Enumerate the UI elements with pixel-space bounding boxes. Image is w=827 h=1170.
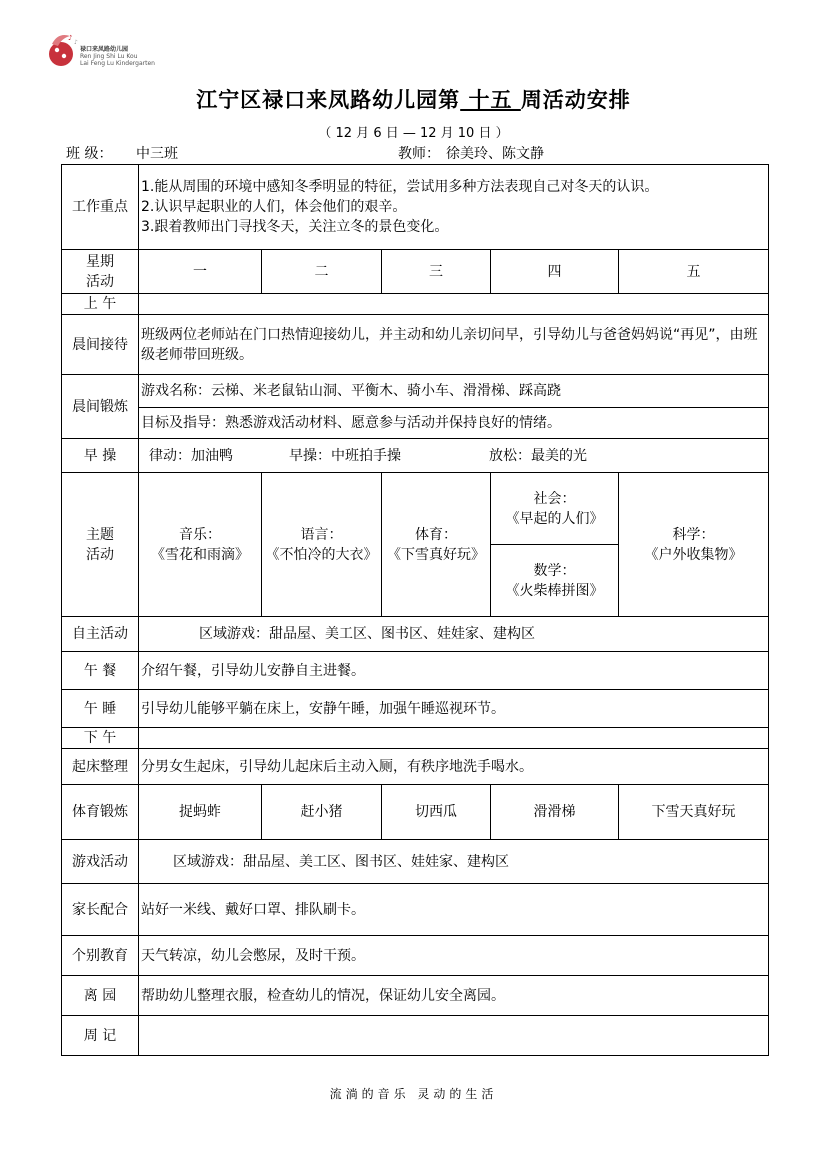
parents-row [62, 884, 769, 936]
self-activity-label: 自主活动 [62, 617, 139, 652]
weekly-note-text[interactable] [139, 1016, 769, 1056]
pe-category: 体育： [415, 526, 457, 543]
weekly-note-label: 周 记 [62, 1016, 139, 1056]
day-tuesday: 二 [262, 250, 382, 294]
lunch-label: 午 餐 [62, 652, 139, 690]
theme-social [491, 473, 619, 545]
nap-text: 引导幼儿能够平躺在床上，安静午睡，加强午睡巡视环节。 [139, 690, 769, 728]
logo-name: 禄口来凤路幼儿园 [80, 46, 129, 53]
music-title: 《雪花和雨滴》 [151, 546, 249, 563]
logo-mark-icon [44, 30, 82, 70]
individual-label: 个别教育 [62, 936, 139, 976]
logo-pinyin-1: Ren Jing Shi Lu Kou [80, 53, 138, 60]
title-prefix: 江宁区禄口来凤路幼儿园第 [196, 88, 461, 112]
game-activity-row [62, 840, 769, 884]
activity-label: 活动 [86, 273, 114, 290]
pe-training-thursday: 滑滑梯 [491, 785, 619, 840]
exercise-drill: 早操：中班拍手操 [289, 447, 401, 464]
nap-label: 午 睡 [62, 690, 139, 728]
kindergarten-logo [44, 26, 154, 76]
teacher-label: 教师： [398, 146, 440, 162]
morning-section-row [62, 294, 769, 315]
day-wednesday: 三 [382, 250, 491, 294]
exercise-rhythm: 律动：加油鸭 [149, 447, 233, 464]
teacher-names: 徐美玲、陈文静 [446, 146, 544, 162]
lunch-text: 介绍午餐，引导幼儿安静自主进餐。 [139, 652, 769, 690]
work-focus-item: 2.认识早起职业的人们，体会他们的艰辛。 [141, 199, 407, 215]
afternoon-label: 下 午 [62, 728, 139, 749]
title-suffix: 周活动安排 [520, 88, 631, 112]
pe-training-row [62, 785, 769, 840]
title-week-number: 十五 [468, 88, 513, 112]
pe-training-monday: 捉蚂蚱 [139, 785, 262, 840]
weekly-note-row [62, 1016, 769, 1056]
schedule-table [61, 164, 769, 1056]
leave-row [62, 976, 769, 1016]
theme-pe [382, 473, 491, 617]
weekday-activity-label [62, 250, 139, 294]
parents-label: 家长配合 [62, 884, 139, 936]
theme-row-top [62, 473, 769, 545]
weekday-label: 星期 [86, 253, 114, 270]
wakeup-row [62, 749, 769, 785]
class-name: 中三班 [136, 146, 178, 162]
pe-training-label: 体育锻炼 [62, 785, 139, 840]
morning-exercise-goal-row [62, 408, 769, 439]
weekday-header-row [62, 250, 769, 294]
morning-exercise-label: 晨间锻炼 [62, 375, 139, 439]
morning-exercise-games: 游戏名称：云梯、米老鼠钻山洞、平衡木、骑小车、滑滑梯、踩高跷 [139, 375, 769, 408]
leave-label: 离 园 [62, 976, 139, 1016]
logo-text [80, 46, 155, 67]
day-friday: 五 [619, 250, 769, 294]
theme-science [619, 473, 769, 617]
leave-text: 帮助幼儿整理衣服，检查幼儿的情况，保证幼儿安全离园。 [139, 976, 769, 1016]
morning-exercise-row [62, 375, 769, 408]
self-activity-text: 区域游戏：甜品屋、美工区、图书区、娃娃家、建构区 [139, 617, 769, 652]
reception-label: 晨间接待 [62, 315, 139, 375]
page-title [0, 84, 827, 114]
theme-math [491, 545, 619, 617]
footer-slogan: 流淌的音乐 灵动的生活 [329, 1087, 498, 1101]
self-activity-row [62, 617, 769, 652]
game-activity-label: 游戏活动 [62, 840, 139, 884]
individual-text: 天气转凉，幼儿会憋尿，及时干预。 [139, 936, 769, 976]
work-focus-content [139, 165, 769, 250]
social-category: 社会： [533, 490, 576, 507]
svg-text:♪: ♪ [74, 39, 78, 46]
reception-text: 班级两位老师站在门口热情迎接幼儿，并主动和幼儿亲切问早，引导幼儿与爸爸妈妈说“再见”，由班级老师带回班级。 [139, 315, 769, 375]
nap-row [62, 690, 769, 728]
parents-text: 站好一米线、戴好口罩、排队刷卡。 [139, 884, 769, 936]
date-range: （ 12 月 6 日 — 12 月 10 日 ） [318, 126, 509, 141]
theme-label-bottom: 活动 [86, 546, 114, 563]
math-title: 《火柴棒拼图》 [505, 582, 604, 599]
theme-label-top: 主题 [86, 526, 114, 543]
pe-title: 《下雪真好玩》 [387, 546, 485, 563]
pe-training-tuesday: 赶小猪 [262, 785, 382, 840]
class-label: 班 级： [66, 146, 113, 162]
exercise-label: 早 操 [62, 439, 139, 473]
reception-row [62, 315, 769, 375]
work-focus-row [62, 165, 769, 250]
music-category: 音乐： [179, 526, 221, 543]
morning-exercise-goal: 目标及指导：熟悉游戏活动材料、愿意参与活动并保持良好的情绪。 [139, 408, 769, 439]
science-category: 科学： [672, 526, 715, 543]
lunch-row [62, 652, 769, 690]
math-category: 数学： [533, 562, 576, 579]
theme-label [62, 473, 139, 617]
work-focus-item: 1.能从周围的环境中感知冬季明显的特征，尝试用多种方法表现自己对冬天的认识。 [141, 179, 659, 195]
work-focus-item: 3.跟着教师出门寻找冬天，关注立冬的景色变化。 [141, 219, 449, 235]
work-focus-label: 工作重点 [62, 165, 139, 250]
game-activity-text: 区域游戏：甜品屋、美工区、图书区、娃娃家、建构区 [139, 840, 769, 884]
language-category: 语言： [300, 526, 343, 543]
morning-label: 上 午 [62, 294, 139, 315]
social-title: 《早起的人们》 [505, 510, 604, 527]
afternoon-section-row [62, 728, 769, 749]
exercise-content [139, 439, 769, 473]
theme-language [262, 473, 382, 617]
day-thursday: 四 [491, 250, 619, 294]
pe-training-wednesday: 切西瓜 [382, 785, 491, 840]
individual-row [62, 936, 769, 976]
exercise-relax: 放松：最美的光 [489, 447, 587, 464]
wakeup-label: 起床整理 [62, 749, 139, 785]
exercise-row [62, 439, 769, 473]
day-monday: 一 [139, 250, 262, 294]
svg-text:♪: ♪ [68, 34, 73, 42]
pe-training-friday: 下雪天真好玩 [619, 785, 769, 840]
theme-music [139, 473, 262, 617]
language-title: 《不怕冷的大衣》 [265, 546, 378, 563]
logo-pinyin-2: Lai Feng Lu Kindergarten [80, 60, 155, 67]
science-title: 《户外收集物》 [644, 546, 743, 563]
wakeup-text: 分男女生起床，引导幼儿起床后主动入厕，有秩序地洗手喝水。 [139, 749, 769, 785]
